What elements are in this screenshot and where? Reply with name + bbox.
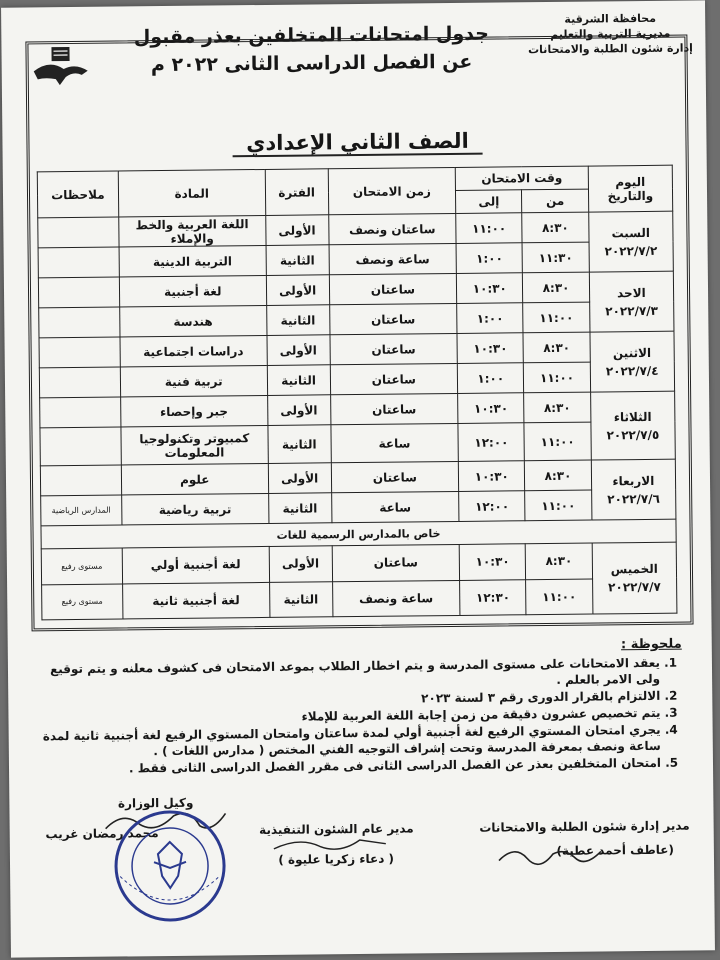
table-row	[42, 578, 677, 620]
duration-cell: ساعتان	[332, 544, 460, 581]
notes-cell	[39, 307, 120, 338]
period-cell: الثانية	[266, 305, 329, 336]
subject-cell: لغة أجنبية	[119, 275, 266, 307]
notes-cell	[38, 277, 119, 308]
subject-cell: لغة أجنبية ثانية	[122, 582, 269, 619]
to-cell: ١٠:٣٠	[459, 544, 526, 580]
document-subtitle: عن الفصل الدراسى الثانى ٢٠٢٢ م	[150, 50, 473, 77]
period-cell: الأولى	[267, 395, 330, 426]
from-cell: ٨:٣٠	[524, 392, 591, 423]
notes-cell	[39, 337, 120, 368]
to-cell: ١٢:٠٠	[458, 423, 525, 462]
day-name: الاثنين	[612, 345, 652, 360]
header-exam-time: وقت الامتحان	[455, 166, 588, 190]
day-date: ٢٠٢٢/٧/٧	[608, 579, 661, 595]
day-name: الخميس	[610, 561, 658, 577]
handwritten-signature-icon	[270, 830, 390, 859]
note-item: 2. الالتزام بالقرار الدورى رقم ٣ لسنة ٢٠٢٣	[32, 688, 660, 711]
day-name: الثلاثاء	[613, 409, 652, 424]
to-cell: ١٢:٠٠	[459, 491, 526, 522]
header-subject: المادة	[118, 169, 265, 217]
day-date: ٢٠٢٢/٧/٤	[605, 363, 659, 378]
duration-cell: ساعتان	[329, 303, 457, 334]
day-date: ٢٠٢٢/٧/٥	[606, 427, 660, 442]
table-row	[40, 421, 675, 466]
duration-cell: ساعتان	[330, 333, 458, 364]
signature-title: مدير إدارة شئون الطلبة والامتحانات	[479, 818, 690, 835]
to-cell: ١٢:٣٠	[460, 579, 527, 615]
subject-cell: جبر وإحصاء	[120, 395, 267, 427]
document-title: جدول امتحانات المتخلفين بعذر مقبول	[133, 22, 490, 49]
from-cell: ٨:٣٠	[523, 332, 590, 363]
from-cell: ١١:٠٠	[524, 422, 591, 461]
day-cell	[592, 542, 677, 614]
from-cell: ١١:٣٠	[522, 242, 589, 273]
period-cell: الثانية	[268, 493, 331, 524]
subject-cell: لغة أجنبية أولي	[122, 546, 269, 583]
day-cell	[589, 271, 674, 332]
notes-cell	[40, 465, 121, 496]
day-cell	[591, 459, 676, 520]
period-cell: الأولى	[268, 463, 331, 494]
to-cell: ١١:٠٠	[456, 213, 523, 244]
notes-list	[32, 655, 683, 778]
header-from: من	[522, 189, 589, 213]
header-day: اليوم والتاريخ	[588, 165, 673, 212]
org-line: محافظة الشرقية	[564, 11, 657, 26]
note-item: 5. امتحان المتخلفين بعذر عن الفصل الدراسى الثانى فى مقرر الفصل الدراسى الثانى فقط .	[33, 755, 661, 778]
notes-cell	[38, 247, 119, 278]
note-item: 1. يعقد الامتحانات على مستوى المدرسة و يتم اخطار الطلاب بموعد الامتحان فى كشوف معلنه و يتم توقيع ولى الامر بالعلم .	[32, 655, 660, 694]
signature-name: محمد رمضان غريب	[45, 826, 159, 842]
exam-schedule-table	[37, 165, 678, 621]
from-cell: ٨:٣٠	[523, 272, 590, 303]
notes-heading: ملحوظة :	[620, 636, 682, 653]
subject-cell: تربية رياضية	[121, 493, 268, 525]
to-cell: ١٠:٣٠	[457, 273, 524, 304]
period-cell: الثانية	[266, 245, 329, 276]
duration-cell: ساعة ونصف	[329, 243, 457, 274]
day-cell	[588, 211, 673, 272]
notes-cell	[38, 217, 119, 248]
duration-cell: ساعتان	[330, 393, 458, 424]
to-cell: ١:٠٠	[457, 363, 524, 394]
signature-name: ( دعاء زكريا عليوة )	[278, 851, 395, 867]
from-cell: ١١:٠٠	[524, 362, 591, 393]
notes-cell	[39, 367, 120, 398]
notes-cell	[40, 397, 121, 428]
to-cell: ١:٠٠	[456, 243, 523, 274]
notes-cell	[40, 427, 121, 466]
subject-cell: كمبيوتر وتكنولوجيا المعلومات	[121, 425, 268, 465]
day-date: ٢٠٢٢/٧/٦	[607, 491, 660, 506]
notes-section	[32, 637, 683, 779]
subject-cell: علوم	[121, 463, 268, 495]
org-line: مديرية التربية والتعليم	[550, 26, 671, 41]
notes-cell: مستوى رفيع	[41, 548, 122, 584]
period-cell: الأولى	[265, 215, 328, 246]
document-page	[1, 0, 715, 957]
to-cell: ١٠:٣٠	[458, 393, 525, 424]
day-cell	[590, 331, 675, 392]
header-duration: زمن الامتحان	[328, 167, 456, 214]
duration-cell: ساعتان	[329, 273, 457, 304]
duration-cell: ساعة	[331, 491, 459, 522]
note-item: 3. يتم تخصيص عشرون دقيقة من زمن إجابة اللغة العربية للإملاء	[32, 705, 660, 728]
to-cell: ١٠:٣٠	[458, 461, 525, 492]
from-cell: ٨:٣٠	[526, 543, 593, 579]
signature-title: مدير عام الشئون التنفيذية	[259, 821, 414, 838]
header-to: إلى	[456, 190, 523, 214]
duration-cell: ساعتان ونصف	[328, 213, 456, 244]
day-date: ٢٠٢٢/٧/٣	[605, 303, 659, 318]
official-stamp-icon	[109, 805, 230, 926]
subject-cell: تربية فنية	[120, 365, 267, 397]
from-cell: ١١:٠٠	[525, 490, 592, 521]
day-name: السبت	[611, 225, 651, 240]
period-cell: الأولى	[269, 546, 332, 582]
duration-cell: ساعة ونصف	[332, 580, 460, 617]
signature-name: (عاطف أحمد عطية)	[556, 842, 674, 858]
day-date: ٢٠٢٢/٧/٢	[604, 243, 658, 258]
period-cell: الثانية	[268, 425, 331, 464]
day-name: الاربعاء	[612, 473, 655, 488]
duration-cell: ساعتان	[330, 363, 458, 394]
notes-cell: المدارس الرياضية	[41, 495, 122, 526]
day-cell	[590, 391, 675, 460]
duration-cell: ساعتان	[331, 461, 459, 492]
notes-cell: مستوى رفيع	[42, 583, 123, 619]
subject-cell: هندسة	[119, 305, 266, 337]
duration-cell: ساعة	[331, 423, 459, 462]
org-line: إدارة شئون الطلبة والامتحانات	[528, 41, 693, 57]
subject-cell: التربية الدينية	[119, 245, 266, 277]
signature-title: وكيل الوزارة	[117, 795, 194, 811]
header-period: الفترة	[265, 169, 328, 216]
period-cell: الثانية	[267, 365, 330, 396]
subject-cell: دراسات اجتماعية	[120, 335, 267, 367]
grade-heading: الصف الثاني الإعدادي	[232, 129, 482, 158]
handwritten-signature-icon	[495, 839, 605, 870]
subject-cell: اللغة العربية والخط والإملاء	[119, 215, 266, 247]
from-cell: ٨:٣٠	[525, 460, 592, 491]
from-cell: ٨:٣٠	[522, 212, 589, 243]
header-notes: ملاحظات	[37, 171, 118, 218]
from-cell: ١١:٠٠	[523, 302, 590, 333]
to-cell: ١:٠٠	[457, 303, 524, 334]
period-cell: الأولى	[266, 275, 329, 306]
from-cell: ١١:٠٠	[526, 579, 593, 615]
to-cell: ١٠:٣٠	[457, 333, 524, 364]
day-name: الاحد	[617, 285, 646, 300]
special-heading: خاص بالمدارس الرسمية للغات	[41, 519, 676, 549]
note-item: 4. يجري امتحان المستوي الرفيع لغة أجنبية أولي لمدة ساعتان وامتحان المستوي الرفيع لغة أجنبية ثانية لمدة ساعة ونصف بمعرفة المدرسة وتحت إشراف التوجيه الفني المختص ( مدارس اللغات ) .	[33, 722, 661, 761]
period-cell: الأولى	[267, 335, 330, 366]
period-cell: الثانية	[269, 581, 332, 617]
